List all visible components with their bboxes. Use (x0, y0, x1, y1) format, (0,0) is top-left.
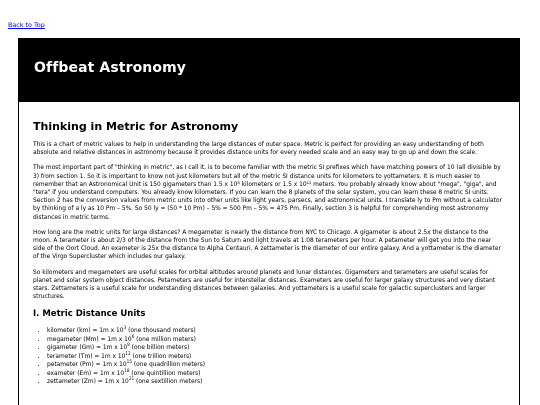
unit-lengths-paragraph: How long are the metric units for large distances? A megameter is nearly the distance from NYC to Chicago. A gigameter is about 2.5x the distance to the moon. A terameter is about 2/3 of the distance from the Sun to Saturn and light travels at 1.08 terameters per hour. A petameter will get you into the near side of the Oort Cloud. An exameter is 25x the distance to Alpha Centauri. A zettameter is the diameter of our entire galaxy. And a yottameter is the diameter of the Virgo Supercluster which includes our galaxy. (33, 229, 501, 261)
unit-usage-paragraph: So kilometers and megameters are useful scales for orbital altitudes around planets and lunar distances. Gigameters and terameters are useful scales for planet and solar system object distances. Petameters are useful for interstellar distances. Exameters are useful for larger galaxy structures and very distant stars. Zettameters is a useful scale for understanding distances between galaxies. And yottameters is a useful scale for galactic superclusters and larger structures. (33, 269, 496, 301)
article-content (18, 102, 520, 405)
list-item: • megameter (Mm) = 1m x $10^6$ (one million meters) (47, 336, 505, 345)
back-to-top-link[interactable]: Back to Top (8, 21, 45, 29)
list-item: • gigameter (Gm) = 1m x $10^9$ (one billion meters) (47, 344, 505, 353)
list-item: • petameter (Pm) = 1m x $10^{15}$ (one quadrillion meters) (47, 361, 505, 370)
list-item: • kilometer (km) = 1m x $10^3$ (one thousand meters) (47, 327, 505, 336)
article-title: Thinking in Metric for Astronomy (33, 120, 239, 133)
metric-thinking-paragraph: The most important part of "thinking in metric", as I call it, is to become familiar with the metric SI prefixes which have matching powers of 10 (all divisible by 3) from section 1. So it is important to know not just kilometers but all of the metric SI distance units for kilometers to yottameters. It is much easier to remember that an Astronomical Unit is 150 gigameters than 1.5 x 10⁸ kilometers or 1.5 x 10¹¹ meters. You probably already know about "mega", "giga", and "tera" if you understand computers. You already know kilometers. If you can learn the 8 planets of the solar system, you can learn these 8 metric SI units. Section 2 has the conversion values from metric units into other units like light years, parsecs, and astronomical units. I translate ly to Pm without a calculator by thinking of a ly as 10 Pm – 5%. So 50 ly = (50 * 10 Pm) – 5% = 500 Pm – 5% = 475 Pm. Finally, section 3 is helpful for comprehending most astronomy distances in metric terms. (33, 165, 502, 221)
site-header (18, 38, 520, 102)
section-heading-metric-units: I. Metric Distance Units (33, 309, 146, 320)
list-item: • exameter (Em) = 1m x $10^{18}$ (one quintillion meters) (47, 370, 505, 379)
site-title: Offbeat Astronomy (34, 60, 186, 76)
list-item: • terameter (Tm) = 1m x $10^{12}$ (one trillion meters) (47, 353, 505, 362)
intro-paragraph: This is a chart of metric values to help in understanding the large distances of outer space. Metric is perfect for providing an easy understanding of both absolute and relative distances in astronomy because it provides distance units for every needed scale and an easy way to go up and down the scale. (33, 142, 484, 157)
metric-units-list (33, 327, 505, 387)
list-item: • zettameter (Zm) = 1m x $10^{21}$ (one sextillion meters) (47, 378, 505, 387)
